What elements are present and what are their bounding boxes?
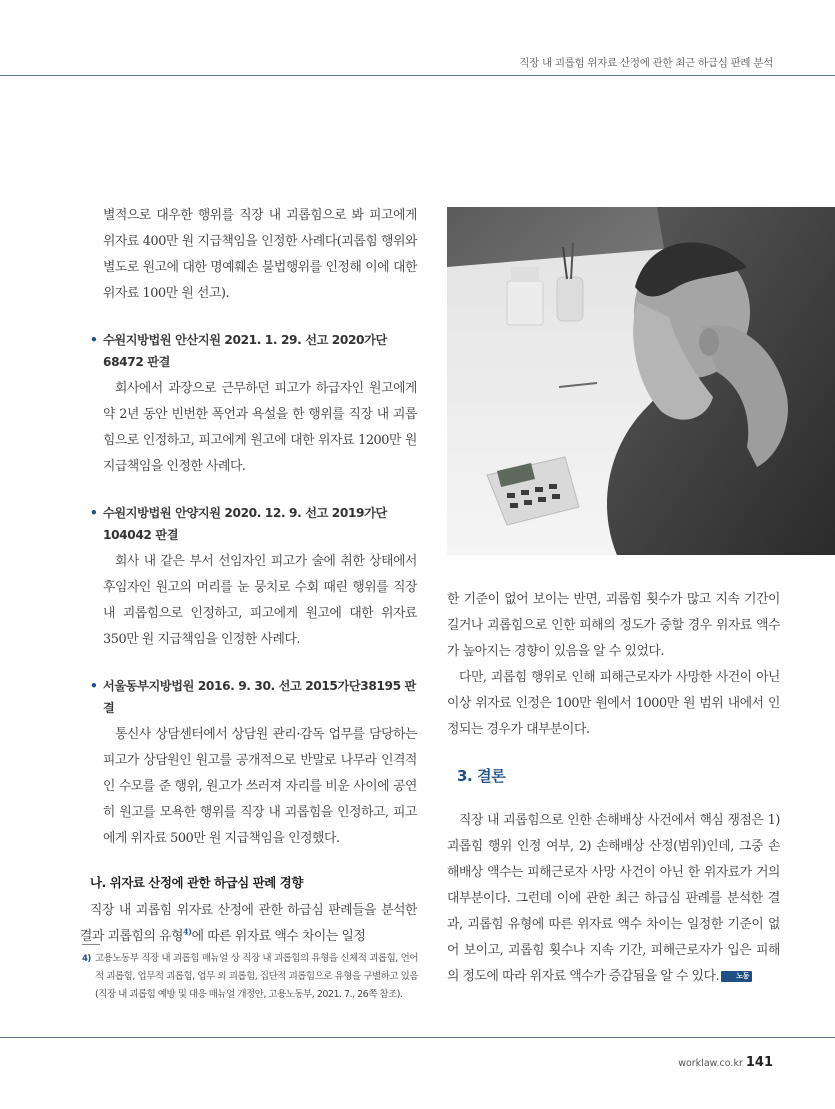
footer-site: worklaw.co.kr [678,1058,743,1069]
case-body: 회사에서 과장으로 근무하던 피고가 하급자인 원고에게 약 2년 동안 빈번한 폭언과 욕설을 한 행위를 직장 내 괴롭힘으로 인정하고, 피고에게 원고에 대한 위자료 1200만 원 지급책임을 인정한 사례다. [103,381,417,474]
case-title-line1: 서울동부지방법원 2016. 9. 30. 선고 2015가단38195 판결 [103,679,416,715]
footnote [82,950,418,1004]
case-title [80,675,417,719]
left-column [80,203,417,950]
intro-paragraph: 별적으로 대우한 행위를 직장 내 괴롭힘으로 봐 피고에게 위자료 400만 원 지급책임을 인정한 사례다(괴롭힘 행위와 별도로 원고에 대한 명예훼손 불법행위를 인정해 이에 대한 위자료 100만 원 선고). [103,208,417,301]
conclusion-paragraph: 직장 내 괴롭힘으로 인한 손해배상 사건에서 핵심 쟁점은 1) 괴롭힘 행위 인정 여부, 2) 손해배상 산정(범위)인데, 그중 손해배상 액수는 피해근로자 사망 사건이 아닌 한 위자료가 거의 대부분이다. 그런데 이에 관한 최근 하급심 판례를 분석한 결과, 괴롭힘 유형에 따른 위자료 액수 차이는 일정한 기준이 없어 보이고, 괴롭힘 횟수나 지속 기간, 피해근로자가 입은 피해의 정도에 따라 위자료 액수가 증감됨을 알 수 있다. 노동 [447,813,780,984]
bullet-icon: • [90,333,98,347]
end-mark-badge: 노동 [721,971,752,982]
case-body: 통신사 상담센터에서 상담원 관리·감독 업무를 담당하는 피고가 상담원인 원고를 공개적으로 반말로 나무라 인격적인 수모를 준 행위, 원고가 쓰러져 자리를 비운 사이에 공연히 원고를 모욕한 행위를 직장 내 괴롭힘을 인정하고, 피고에게 위자료 500만 원 지급책임을 인정했다. [103,727,417,846]
bullet-icon: • [90,506,98,520]
subsection-paragraph: 직장 내 괴롭힘 위자료 산정에 관한 하급심 판례들을 분석한 결과 괴롭힘의 유형$^{4)}$에 따른 위자료 액수 차이는 일정 [80,903,417,944]
case-title-line1: 수원지방법원 안양지원 2020. 12. 9. 선고 2019가단 [103,506,387,520]
footnote-ref[interactable]: 4) [183,926,192,937]
section-title: 3. 결론 [457,767,506,785]
case-title-line2: 104042 판결 [103,528,179,542]
case-item [80,502,417,653]
case-item [80,675,417,852]
continued-paragraph: 한 기준이 없어 보이는 반면, 괴롭힘 횟수가 많고 지속 기간이 길거나 괴롭힘으로 인한 피해의 정도가 중할 경우 위자료 액수가 높아지는 경향이 있음을 알 수 있었다. [447,592,780,659]
paragraph: 다만, 괴롭힘 행위로 인해 피해근로자가 사망한 사건이 아닌 이상 위자료 인정은 100만 원에서 1000만 원 범위 내에서 인정되는 경우가 대부분이다. [447,670,780,737]
article-photo [447,207,835,555]
case-body: 회사 내 같은 부서 선임자인 피고가 술에 취한 상태에서 후임자인 원고의 머리를 눈 뭉치로 수회 때린 행위를 직장 내 괴롭힘으로 인정하고, 피고에게 원고에 대한 위자료 350만 원 지급책임을 인정한 사례다. [103,554,417,647]
subsection-heading: 나. 위자료 산정에 관한 하급심 판례 경향 [90,875,303,890]
page-number: 141 [745,1055,773,1070]
bullet-icon: • [90,679,98,693]
case-title-line1: 수원지방법원 안산지원 2021. 1. 29. 선고 2020가단 [103,333,387,347]
footnote-mark: 4) [82,954,91,964]
case-title-line2: 68472 판결 [103,355,170,369]
right-column [447,587,780,990]
footnote-divider [82,944,100,945]
header-divider [0,75,835,76]
footer-divider [0,1037,835,1038]
stressed-man-photo [447,207,835,555]
running-header: 직장 내 괴롭힘 위자료 산정에 관한 최근 하급심 판례 분석 [519,57,773,69]
case-item [80,329,417,480]
footer [678,1055,773,1070]
case-title [80,329,417,373]
footnote-text: 고용노동부 직장 내 괴롭힘 매뉴얼 상 직장 내 괴롭힘의 유형을 신체적 괴롭힘, 언어적 괴롭힘, 업무적 괴롭힘, 업무 외 괴롭힘, 집단적 괴롭힘으로 유형을 구별하고 있음(직장 내 괴롭힘 예방 및 대응 매뉴얼 개정안, 고용노동부, 2021. 7., 26쪽 참조). [95,953,418,1000]
case-title [80,502,417,546]
